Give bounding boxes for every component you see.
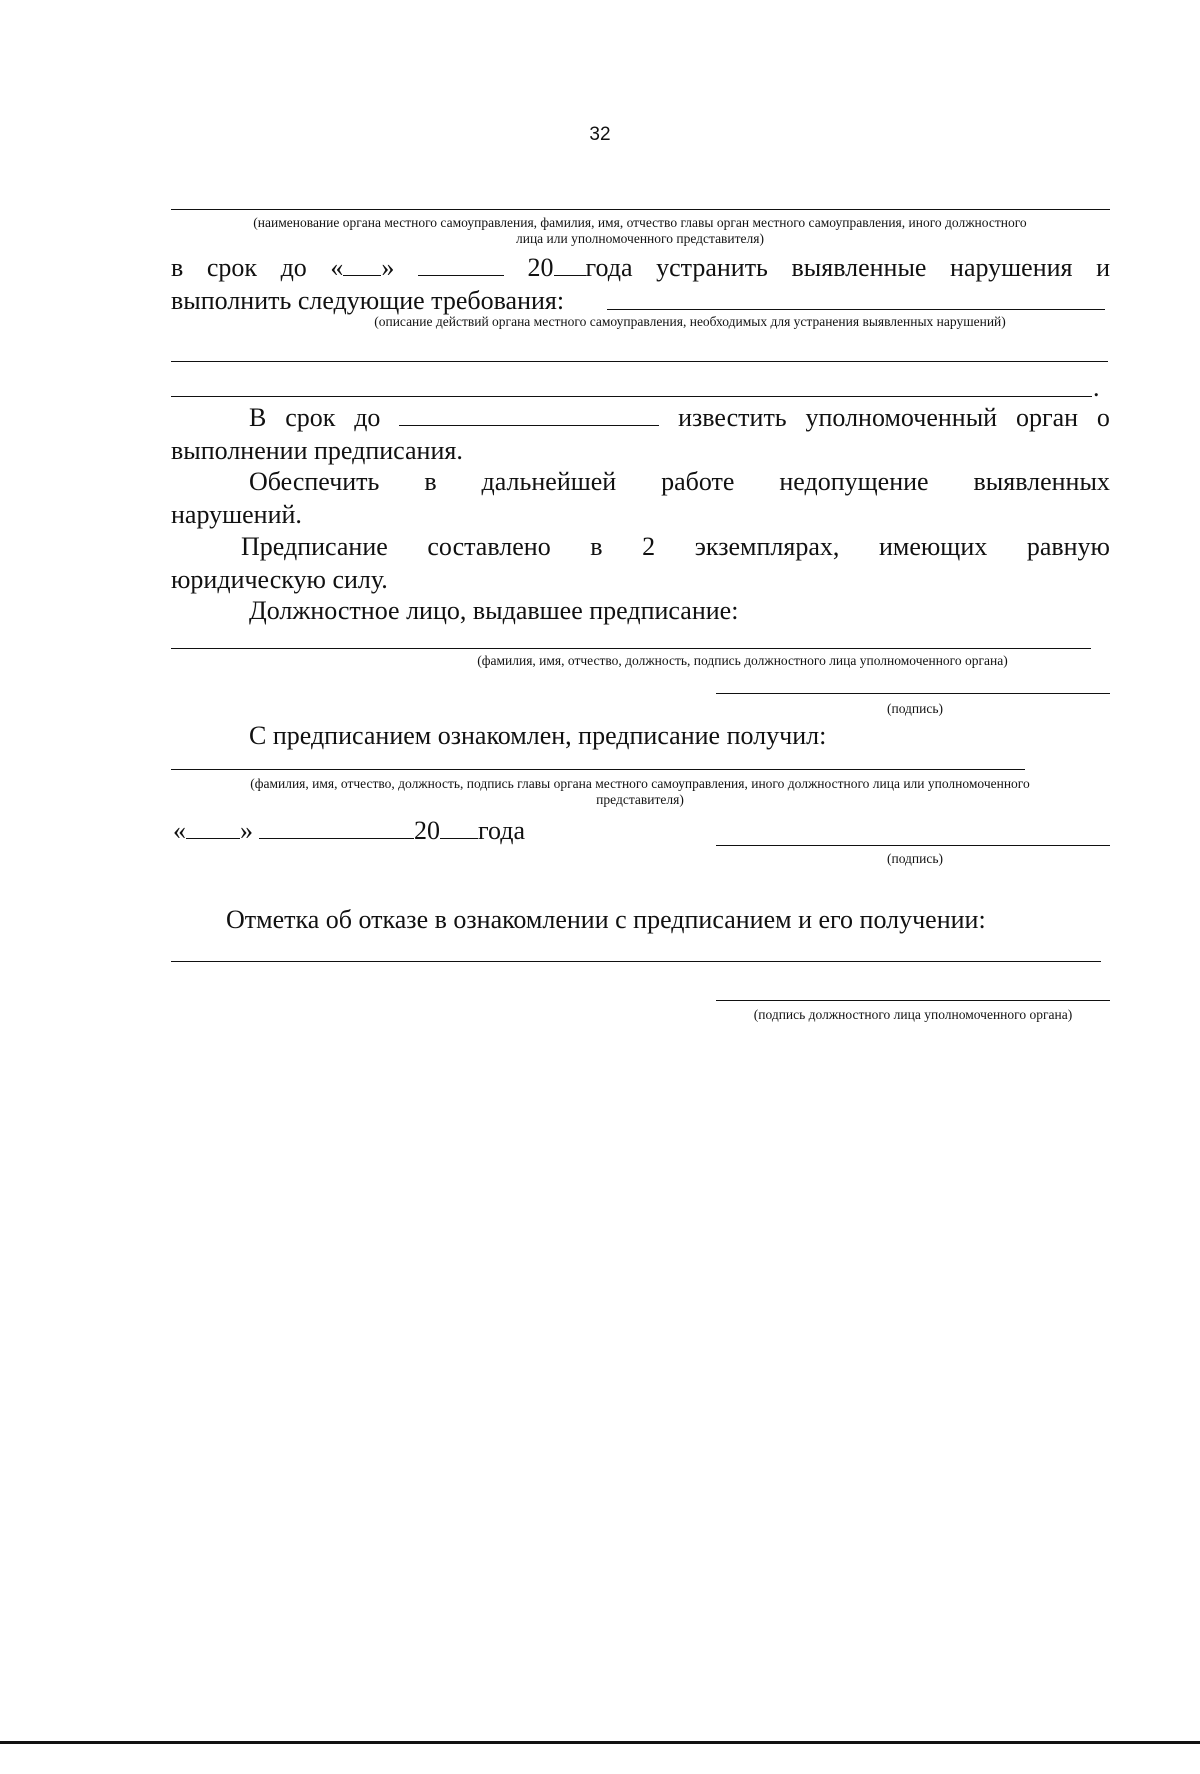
ensure-word: дальнейшей — [481, 467, 617, 496]
recipient-caption-line-2: представителя) — [596, 792, 684, 807]
page-bottom-border — [0, 1741, 1200, 1744]
refusal-line[interactable] — [171, 961, 1101, 962]
deadline-word: в — [171, 253, 184, 282]
copies-line — [241, 531, 1110, 563]
deadline-word: выявленные — [791, 253, 927, 282]
copies-word: 2 — [642, 532, 656, 561]
received-label: С предписанием ознакомлен, предписание получил: — [249, 721, 827, 750]
requirements-blank-line[interactable] — [171, 361, 1108, 362]
refusal-label: Отметка об отказе в ознакомлении с предписанием и его получении: — [226, 905, 986, 934]
receipt-date — [173, 815, 525, 847]
deadline-line — [171, 252, 1110, 284]
ensure-line-2: нарушений. — [171, 500, 302, 529]
deadline-word: срок — [206, 253, 258, 282]
date-close-quote: » — [240, 816, 253, 845]
year-word: года — [585, 253, 633, 282]
deadline-word: нарушения — [950, 253, 1073, 282]
official-caption: (фамилия, имя, отчество, должность, подпись должностного лица уполномоченного органа) — [477, 653, 1008, 668]
signature-caption-2: (подпись) — [886, 851, 944, 866]
refusal-caption: (подпись должностного лица уполномоченного органа) — [753, 1007, 1073, 1022]
notify-word: до — [354, 403, 381, 432]
notify-word: известить — [678, 403, 787, 432]
copies-word: Предписание — [241, 532, 388, 561]
requirements-line[interactable] — [607, 309, 1105, 310]
authority-name-line — [171, 209, 1110, 210]
recipient-name-line[interactable] — [171, 769, 1025, 770]
notify-line-2: выполнении предписания. — [171, 436, 463, 465]
ensure-word: Обеспечить — [249, 467, 380, 496]
notify-line — [249, 402, 1110, 434]
requirements-label: выполнить следующие требования: — [171, 286, 565, 315]
date-year-word: года — [478, 816, 526, 845]
date-year-blank[interactable] — [440, 818, 478, 839]
ensure-line — [249, 466, 1110, 498]
month-blank[interactable] — [418, 255, 504, 276]
ensure-word: выявленных — [973, 467, 1110, 496]
actions-caption: (описание действий органа местного самоуправления, необходимых для устранения выявленных нарушений) — [374, 314, 1006, 329]
period-mark: . — [1093, 373, 1100, 402]
signature-caption: (подпись) — [886, 701, 944, 716]
copies-word: имеющих — [878, 532, 988, 561]
date-open-quote: « — [173, 816, 186, 845]
notify-word: В — [249, 403, 267, 432]
notify-word: о — [1096, 403, 1110, 432]
date-month-blank[interactable] — [259, 818, 414, 839]
date-day-blank[interactable] — [186, 818, 240, 839]
year-field — [528, 252, 633, 284]
copies-word: в — [590, 532, 603, 561]
deadline-word: до — [280, 253, 307, 282]
deadline-word: устранить — [656, 253, 768, 282]
official-label: Должностное лицо, выдавшее предписание: — [249, 596, 739, 625]
day-field — [330, 252, 394, 284]
authority-caption-line-2: лица или уполномоченного представителя) — [515, 231, 764, 246]
refusal-signature-line[interactable] — [716, 1000, 1110, 1001]
recipient-caption-line-1: (фамилия, имя, отчество, должность, подпись главы органа местного самоуправления, иного должностного лица или уполномоченного — [250, 776, 1030, 791]
authority-caption-line-1: (наименование органа местного самоуправления, фамилия, имя, отчество главы орган местного самоуправления, иного должностного — [253, 215, 1027, 230]
recipient-signature-line[interactable] — [716, 845, 1110, 846]
notify-word: уполномоченный — [805, 403, 998, 432]
official-name-line[interactable] — [171, 648, 1091, 649]
notify-deadline-blank[interactable] — [399, 405, 659, 426]
ensure-word: работе — [661, 467, 735, 496]
notify-word: орган — [1015, 403, 1079, 432]
authority-name-caption — [165, 215, 1115, 247]
requirements-blank-line[interactable] — [171, 396, 1092, 397]
notify-word: срок — [285, 403, 336, 432]
copies-word: составлено — [427, 532, 551, 561]
year-century: 20 — [527, 253, 554, 282]
recipient-caption — [165, 776, 1115, 808]
copies-word: экземплярах, — [694, 532, 840, 561]
page-number: 32 — [589, 124, 611, 145]
day-blank[interactable] — [343, 255, 381, 276]
date-century: 20 — [414, 816, 440, 845]
ensure-word: недопущение — [779, 467, 929, 496]
ensure-word: в — [424, 467, 437, 496]
copies-line-2: юридическую силу. — [171, 565, 388, 594]
copies-word: равную — [1026, 532, 1110, 561]
deadline-word: и — [1096, 253, 1110, 282]
open-quote: « — [330, 253, 344, 282]
year-blank[interactable] — [554, 255, 586, 276]
close-quote: » — [381, 253, 395, 282]
official-signature-line[interactable] — [716, 693, 1110, 694]
